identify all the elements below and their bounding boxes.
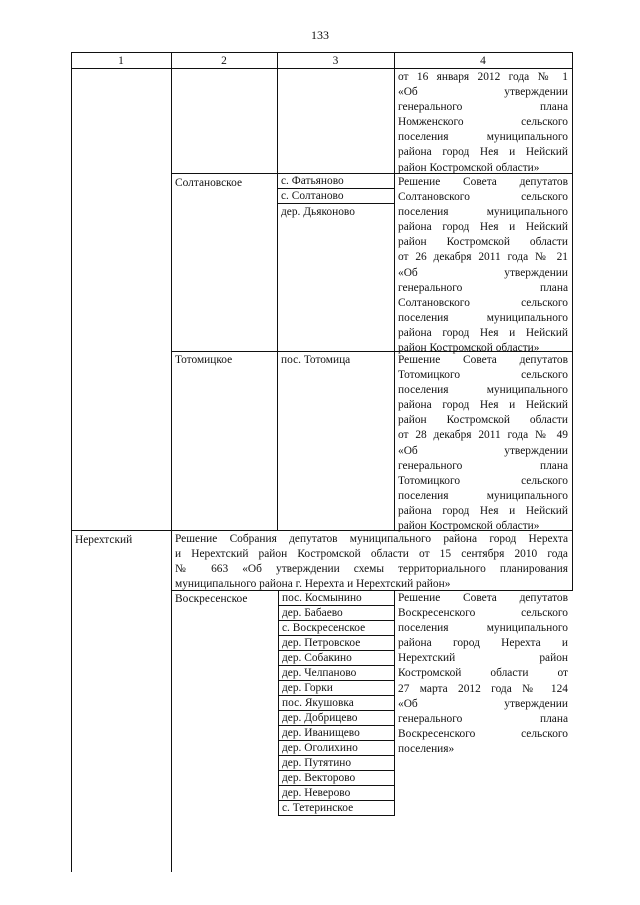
village-item: с. Воскресенское	[282, 622, 366, 634]
header-col-3: 3	[332, 55, 339, 67]
page-number: 133	[311, 28, 329, 42]
voskresenskoye-decision: Решение Совета депутатов Воскресенского сельского поселения муниципального района город Нерехта и Нерехтский район Костромской области от 27 марта 2012 года № 124 «Об утверждении генерального плана Воскресенского сельского поселения»	[398, 592, 568, 755]
village-item: дер. Дьяконово	[281, 206, 355, 218]
village-item: дер. Бабаево	[282, 607, 343, 619]
village-item: дер. Горки	[282, 682, 333, 694]
village-item: с. Тетеринское	[282, 802, 354, 814]
village-item: пос. Тотомица	[281, 354, 351, 366]
village-item: пос. Космынино	[282, 592, 362, 604]
village-item: дер. Векторово	[282, 772, 356, 784]
header-col-4: 4	[480, 55, 486, 67]
settlement-soltanovskoye: Солтановское	[175, 177, 243, 189]
village-item: пос. Якушовка	[282, 697, 354, 709]
village-item: с. Фатьяново	[281, 175, 344, 187]
village-item: дер. Оголихино	[282, 742, 358, 754]
village-item: с. Солтаново	[281, 190, 344, 202]
village-item: дер. Добрицево	[282, 712, 358, 724]
settlement-totomitskoye: Тотомицкое	[175, 354, 233, 366]
nomzhenskoye-decision: от 16 января 2012 года № 1 «Об утверждении генерального плана Номженского сельского поселения муниципального района город Нея и Нейский район Костромской области»	[398, 71, 568, 174]
district-nerekhtsky: Нерехтский	[75, 534, 133, 546]
header-col-2: 2	[221, 55, 227, 67]
totomitskoye-decision: Решение Совета депутатов Тотомицкого сельского поселения муниципального района город Нея и Нейский район Костромской области от 28 декабря 2011 года № 49 «Об утверждении генерального плана Тотомицкого сельского поселения муниципального района город Нея и Нейский район Костромской области»	[398, 354, 568, 533]
soltanovskoye-decision: Решение Совета депутатов Солтановского сельского поселения муниципального района город Нея и Нейский район Костромской области от 26 декабря 2011 года № 21 «Об утверждении генерального плана Солтановского сельского поселения муниципального района город Нея и Нейский район Костромской области»	[398, 176, 568, 355]
village-item: дер. Неверово	[282, 787, 351, 799]
village-item: дер. Путятино	[282, 757, 352, 769]
village-item: дер. Петровское	[282, 637, 361, 649]
village-item: дер. Собакино	[282, 652, 352, 664]
header-col-1: 1	[118, 55, 124, 67]
village-item: дер. Челпаново	[282, 667, 357, 679]
nerekhtsky-decision: Решение Собрания депутатов муниципального района город Нерехта и Нерехтский район Костромской области от 15 сентября 2010 года № 663 «Об утверждении схемы территориального планирования муниципального района г. Нерехта и Нерехтский район»	[175, 533, 568, 591]
settlement-voskresenskoye: Воскресенское	[175, 593, 248, 605]
village-item: дер. Иванищево	[282, 727, 360, 739]
